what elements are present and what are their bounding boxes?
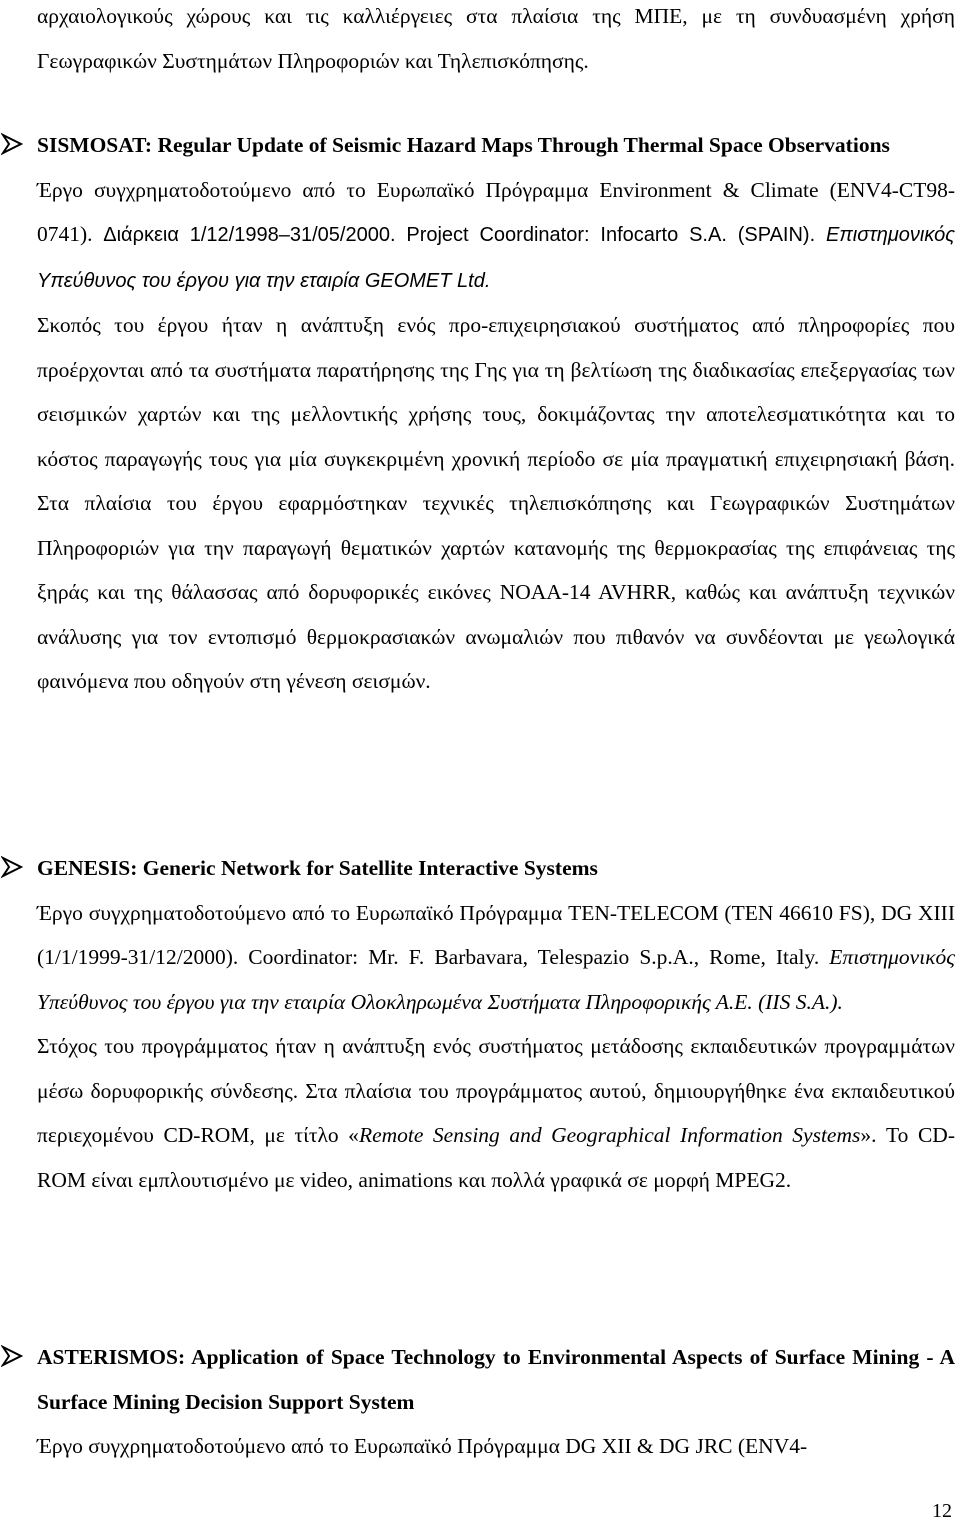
intro-paragraph: [37, 0, 955, 83]
project-description: Σκοπός του έργου ήταν η ανάπτυξη ενός προ-επιχειρησιακού συστήματος από πληροφορίες που προέρχονται από τα συστήματα παρατήρησης της Γης για τη βελτίωση της διαδικασίας επεξεργασίας των σεισμικών χαρτών και της μελλοντικής χρήσης τους, δοκιμάζοντας την αποτελεσματικότητα και το κόστος παραγωγής τους για μία συγκεκριμένη χρονική περίοδο σε μία πραγματική επιχειρησιακή βάση. Στα πλαίσια του έργου εφαρμόστηκαν τεχνικές τηλεπισκόπησης και Γεωγραφικών Συστημάτων Πληροφοριών για την παραγωγή θεματικών χαρτών κατανομής της θερμοκρασίας της επιφάνειας της ξηράς και της θάλασσας από δορυφορικές εικόνες NOAA-14 AVHRR, καθώς και ανάπτυξη τεχνικών ανάλυσης για τον εντοπισμό θερμοκρασιακών ανωμαλιών που πιθανόν να συνδέονται με γεωλογικά φαινόμενα που οδηγούν στη γένεση σεισμών.: [37, 313, 955, 693]
project-info: [37, 168, 955, 304]
bullet-arrow-icon: [0, 1335, 28, 1379]
bullet-arrow-icon: [0, 123, 28, 167]
bullet-arrow-icon: [0, 846, 28, 890]
project-genesis: [37, 846, 955, 1202]
page-number: 12: [932, 1500, 952, 1522]
duration-text: Διάρκεια 1/12/1998–31/05/2000. Project Coordinator: Infocarto S.A. (SPAIN).: [103, 224, 827, 246]
project-info: [37, 891, 955, 1025]
project-title: GENESIS: Generic Network for Satellite Interactive Systems: [37, 856, 598, 880]
cdrom-title: Remote Sensing and Geographical Information Systems: [358, 1123, 861, 1147]
funding-text: Έργο συγχρηματοδοτούμενο από το Ευρωπαϊκό Πρόγραμμα DG XII & DG JRC (ENV4-: [37, 1434, 808, 1458]
project-description: [37, 1024, 955, 1202]
description-part-a: Στόχος του προγράμματος ήταν η ανάπτυξη ενός συστήματος μετάδοσης εκπαιδευτικών προγραμμάτων μέσω δορυφορικής σύνδεσης. Στα πλαίσια του προγράμματος αυτού, δημιουργήθηκε ένα εκπαιδευτικού περιεχομένου CD-ROM, με τίτλο «: [37, 1034, 955, 1147]
project-asterismos: [37, 1335, 955, 1469]
funding-text: Έργο συγχρηματοδοτούμενο από το Ευρωπαϊκό Πρόγραμμα Environment & Climate (ENV4-CT98-0741).: [37, 177, 955, 246]
description-part-b: ». Το CD-ROM είναι εμπλουτισμένο με video, animations και πολλά γραφικά σε μορφή MPEG2.: [37, 1123, 955, 1192]
intro-text: αρχαιολογικούς χώρους και τις καλλιέργειες στα πλαίσια της ΜΠΕ, με τη συνδυασμένη χρήση Γεωγραφικών Συστημάτων Πληροφοριών και Τηλεπισκόπησης.: [37, 4, 955, 73]
project-sismosat: [37, 123, 955, 704]
funding-text: Έργο συγχρηματοδοτούμενο από το Ευρωπαϊκό Πρόγραμμα TEN-TELECOM (TEN 46610 FS), DG XIII (1/1/1999-31/12/2000). Coordinator: Mr. F. Barbavara, Telespazio S.p.A., Rome, Italy.: [37, 900, 955, 969]
project-title: SISMOSAT: Regular Update of Seismic Hazard Maps Through Thermal Space Observations: [37, 133, 890, 157]
project-title: ASTERISMOS: Application of Space Technology to Environmental Aspects of Surface Mining - A Surface Mining Decision Support System: [37, 1345, 955, 1414]
responsible-text: Επιστημονικός Υπεύθυνος του έργου για την εταιρία GEOMET Ltd.: [37, 224, 955, 292]
responsible-text: Επιστημονικός Υπεύθυνος του έργου για την εταιρία Ολοκληρωμένα Συστήματα Πληροφορικής Α.Ε. (IIS S.A.).: [37, 945, 955, 1014]
